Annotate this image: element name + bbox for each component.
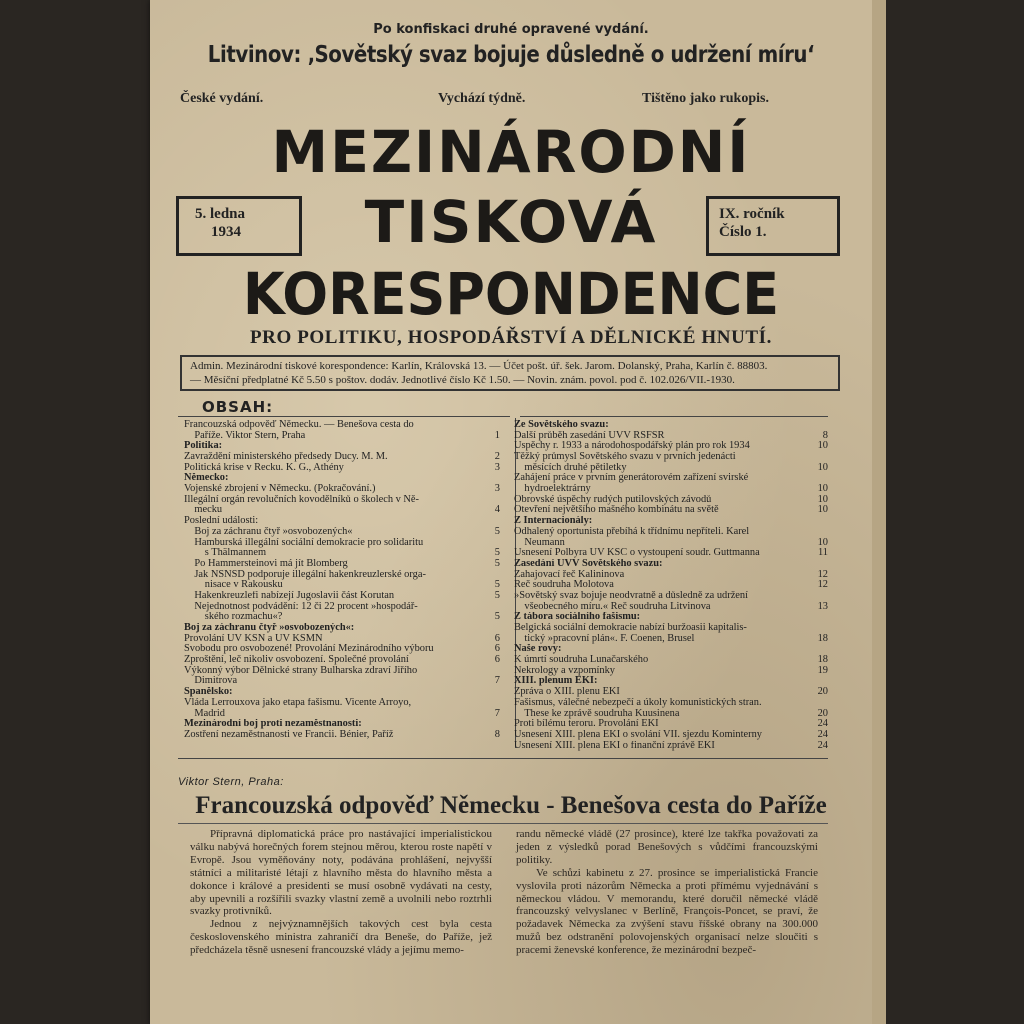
toc-page-number: 18 — [817, 632, 828, 644]
toc-entry-text: Odhalený oportunista přebíhá k třídnímu nepříteli. Karel — [514, 526, 750, 537]
toc-entry-text: Boj za záchranu čtyř »osvobozených« — [184, 526, 353, 537]
toc-page-number: 3 — [494, 483, 500, 495]
toc-page-number: 4 — [494, 504, 500, 516]
toc-entry — [514, 570, 828, 581]
toc-entry — [184, 495, 500, 506]
toc-entry — [184, 730, 500, 741]
toc-entry — [514, 506, 828, 517]
toc-entry — [514, 527, 828, 538]
toc-entry — [184, 677, 500, 688]
toc-entry-text: Další průběh zasedání ÚVV RSFSR — [514, 430, 665, 441]
toc-entry-text: Zproštění, leč nikoliv osvobození. Společné provolání — [184, 655, 409, 666]
toc-entry-text: Zasedání ÚVV Sovětského svazu: — [514, 558, 663, 569]
volume-line1: IX. ročník — [719, 206, 785, 222]
toc-entry — [514, 591, 828, 602]
toc-entry-text: Belgická sociální demokracie nabízí buržoasii kapitalis- — [514, 623, 747, 634]
toc-entry-text: Řeč soudruha Molotova — [514, 580, 614, 591]
toc-entry-text: »Sovětský svaz bojuje neodvratně a důsledně za udržení — [514, 590, 749, 601]
toc-page-number: 10 — [817, 493, 828, 505]
toc-entry-text: mecku — [184, 505, 223, 516]
toc-entry — [514, 687, 828, 698]
toc-entry-text: Provolání ÚV KSN a ÚV KSMN — [184, 633, 323, 644]
toc-entry-text: Proti bílému teroru. Provolání EKI — [514, 719, 659, 730]
toc-bottom-rule — [178, 758, 828, 759]
toc-entry — [514, 431, 828, 442]
toc-page-number: 2 — [494, 451, 500, 463]
toc-page-number: 6 — [494, 632, 500, 644]
toc-entry — [514, 741, 828, 752]
toc-section-heading — [514, 612, 828, 623]
toc-section-heading — [184, 623, 500, 634]
toc-page-number: 5 — [494, 525, 500, 537]
toc-title: OBSAH: — [202, 398, 274, 416]
toc-page-number: 11 — [817, 547, 828, 559]
toc-entry-text: Naše rovy: — [514, 644, 562, 655]
edition-label: České vydání. — [180, 91, 264, 106]
toc-entry-text: Z Internacionály: — [514, 516, 593, 527]
toc-section-heading — [514, 559, 828, 570]
toc-entry — [184, 548, 500, 559]
frequency-label: Vychází týdně. — [438, 91, 526, 106]
toc-entry — [184, 484, 500, 495]
toc-entry-text: Otevření největšího mašného kombinátu na světě — [514, 505, 719, 516]
toc-entry-text: Německo: — [184, 473, 229, 484]
date-line2: 1934 — [211, 224, 241, 240]
toc-entry — [184, 698, 500, 709]
toc-entry-text: Těžký průmysl Sovětského svazu v prvních jedenácti — [514, 452, 736, 463]
toc-page-number: 10 — [817, 483, 828, 495]
article-paragraph: Ve schůzi kabinetu z 27. prosince se imperialistická Francie vyslovila proti názorům Německa a proti přímému vyjednávání s německou vládou. V memorandu, které doručil německé vládě francouzský velvyslanec v Berlíně, François-Poncet, se praví, že požadavek Německa za zvýšení stavu říšské obrany na 300.000 mužů bez odstranění polovojenských organisací nelze sloučiti s pracemi ženevské konference, že mezinárodní bezpeč- — [516, 866, 818, 957]
toc-entry-text: Zahájení práce v prvním generátorovém zařízení svirské — [514, 473, 749, 484]
toc-entry — [184, 538, 500, 549]
toc-entry-text: nisace v Rakousku — [184, 580, 283, 591]
toc-entry — [184, 666, 500, 677]
toc-entry-text: Vojenské zbrojení v Německu. (Pokračování.) — [184, 484, 376, 495]
toc-entry-text: Politická krise v Řecku. K. G., Athény — [184, 462, 344, 473]
date-line1: 5. ledna — [195, 206, 246, 222]
toc-page-number: 20 — [817, 707, 828, 719]
toc-entry-text: Francouzská odpověď Německu. — Benešova cesta do — [184, 419, 414, 430]
toc-page-number: 10 — [817, 461, 828, 473]
toc-entry-text: Usnesení XIII. plena EKI o finanční zprávě EKI — [514, 740, 715, 751]
top-headline: Litvinov: ‚Sovětský svaz bojuje důsledně o udržení míru‘ — [207, 42, 815, 68]
toc-entry — [184, 431, 500, 442]
toc-entry-text: všeobecného míru.« Řeč soudruha Litvinova — [514, 601, 711, 612]
page-edge — [872, 0, 886, 1024]
volume-box — [706, 196, 840, 256]
confiscation-note: Po konfiskaci druhé opravené vydání. — [373, 22, 649, 37]
toc-entry-text: Nejednotnost podvádění: 12 či 22 procent »hospodář- — [184, 601, 418, 612]
subtitle: PRO POLITIKU, HOSPODÁŘSTVÍ A DĚLNICKÉ HNUTÍ. — [249, 327, 773, 348]
toc-page-number: 5 — [494, 589, 500, 601]
admin-box — [180, 355, 840, 391]
toc-page-number: 3 — [494, 461, 500, 473]
toc-entry — [184, 602, 500, 613]
toc-entry-text: Zavraždění ministerského předsedy Ducy. M. M. — [184, 452, 388, 463]
toc-entry-text: Mezinárodní boj proti nezaměstnanosti: — [184, 719, 362, 730]
toc-section-heading — [514, 677, 828, 688]
toc-entry-text: Španělsko: — [184, 687, 233, 698]
article-title-rule — [178, 823, 828, 824]
toc-section-heading — [514, 516, 828, 527]
toc-page-number: 19 — [817, 664, 828, 676]
toc-entry — [184, 644, 500, 655]
toc-entry-text: Poslední události: — [184, 516, 259, 527]
toc-right-column — [514, 420, 828, 751]
toc-entry — [184, 420, 500, 431]
toc-entry — [514, 634, 828, 645]
toc-section-heading — [184, 441, 500, 452]
toc-page-number: 20 — [817, 686, 828, 698]
toc-entry — [184, 655, 500, 666]
toc-entry-text: Boj za záchranu čtyř »osvobozených«: — [184, 623, 355, 634]
toc-page-number: 12 — [817, 579, 828, 591]
volume-line2: Číslo 1. — [719, 224, 767, 240]
toc-entry — [184, 452, 500, 463]
admin-line2: — Měsíční předplatné Kč 5.50 s poštov. dodáv. Jednotlivé číslo Kč 1.50. — Novin. znám. povol. pod č. 102.026/VII.-1930. — [190, 374, 735, 386]
toc-entry — [514, 484, 828, 495]
toc-page-number: 7 — [494, 675, 500, 687]
toc-page-number: 12 — [817, 568, 828, 580]
toc-entry — [514, 602, 828, 613]
toc-entry-text: Svobodu pro osvobozené! Provolání Mezinárodního výboru — [184, 644, 434, 655]
toc-entry-text: Jak NSNSD podporuje illegální hakenkreuzlerské orga- — [184, 569, 426, 580]
toc-entry — [514, 698, 828, 709]
toc-entry-text: Ze Sovětského svazu: — [514, 419, 609, 430]
date-box — [176, 196, 302, 256]
toc-entry-text: Obrovské úspěchy rudých putilovských závodů — [514, 494, 712, 505]
toc-entry — [184, 559, 500, 570]
toc-entry — [514, 655, 828, 666]
toc-entry — [514, 495, 828, 506]
toc-page-number: 13 — [817, 600, 828, 612]
toc-page-number: 1 — [494, 429, 500, 441]
toc-entry-text: K úmrtí soudruha Lunačarského — [514, 655, 649, 666]
toc-page-number: 8 — [822, 429, 828, 441]
toc-entry-text: Vláda Lerrouxova jako etapa fašismu. Vicente Arroyo, — [184, 697, 412, 708]
toc-entry — [514, 473, 828, 484]
toc-page-number: 6 — [494, 643, 500, 655]
article-title: Francouzská odpověď Německu - Benešova cesta do Paříže — [195, 792, 827, 819]
toc-rule-right — [520, 416, 828, 417]
print-note: Tištěno jako rukopis. — [642, 91, 769, 106]
masthead-line3: KORESPONDENCE — [242, 260, 780, 328]
toc-entry-text: Usnesení XIII. plena EKI o svolání VII. sjezdu Kominterny — [514, 729, 762, 740]
toc-entry — [184, 580, 500, 591]
toc-section-heading — [184, 719, 500, 730]
toc-page-number: 24 — [817, 739, 828, 751]
toc-entry — [184, 709, 500, 720]
toc-entry — [184, 634, 500, 645]
toc-entry-text: hydroelektrárny — [514, 484, 591, 495]
toc-entry-text: Dimitrova — [184, 676, 238, 687]
masthead-line1: MEZINÁRODNÍ — [271, 118, 751, 186]
toc-entry-text: Úspěchy r. 1933 a národohospodářský plán pro rok 1934 — [514, 441, 750, 452]
toc-page-number: 8 — [494, 728, 500, 740]
toc-entry — [184, 516, 500, 527]
toc-entry — [514, 452, 828, 463]
toc-entry — [514, 463, 828, 474]
toc-entry-text: Usnesení Polbyra ÚV KSČ o vystoupení soudr. Guttmanna — [514, 548, 760, 559]
admin-line1: Admin. Mezinárodní tiskové korespondence: Karlín, Královská 13. — Účet pošt. úř. šek. Jarom. Dolanský, Praha, Karlín č. 88803. — [190, 360, 768, 372]
toc-entry-text: Politika: — [184, 441, 223, 452]
toc-page-number: 18 — [817, 654, 828, 666]
toc-entry — [514, 441, 828, 452]
toc-entry-text: Neumann — [514, 537, 565, 548]
toc-entry — [184, 591, 500, 602]
toc-entry-text: Zpráva o XIII. plenu EKI — [514, 687, 620, 698]
toc-page-number: 24 — [817, 718, 828, 730]
toc-left-column — [184, 420, 500, 741]
toc-entry-text: Paříže. Viktor Stern, Praha — [184, 430, 306, 441]
toc-entry — [514, 666, 828, 677]
toc-entry-text: These ke zprávě soudruha Kuusinena — [514, 708, 680, 719]
toc-rule-left — [178, 416, 510, 417]
toc-entry — [184, 463, 500, 474]
toc-entry — [184, 612, 500, 623]
toc-page-number: 5 — [494, 557, 500, 569]
toc-page-number: 10 — [817, 536, 828, 548]
toc-entry-text: Fašismus, válečné nebezpečí a úkoly komunistických stran. — [514, 697, 762, 708]
toc-entry-text: Hamburská illegální sociální demokracie pro solidaritu — [184, 537, 424, 548]
toc-entry-text: Z tábora sociálního fašismu: — [514, 612, 641, 623]
toc-entry — [184, 527, 500, 538]
toc-page-number: 5 — [494, 547, 500, 559]
toc-section-heading — [514, 644, 828, 655]
toc-entry-text: Nekrology a vzpomínky — [514, 665, 615, 676]
toc-entry — [514, 548, 828, 559]
toc-entry-text: Madrid — [184, 708, 225, 719]
toc-entry-text: Hakenkreuzlefi nabízejí Jugoslavii část Korutan — [184, 590, 395, 601]
toc-section-heading — [184, 473, 500, 484]
toc-entry-text: měsících druhé pětiletky — [514, 462, 627, 473]
article-byline: Viktor Stern, Praha: — [178, 776, 284, 788]
newspaper-page — [150, 0, 872, 1024]
toc-entry-text: Výkonný výbor Dělnické strany Bulharska zdraví Jiřího — [184, 665, 418, 676]
article-paragraph: Jednou z nejvýznamnějších takových cest byla cesta československého ministra zahraničí dra Beneše, do Paříže, jež předcházela těsně usnesení francouzské vlády a jejímu memo- — [190, 918, 492, 957]
toc-entry — [514, 709, 828, 720]
toc-entry-text: s Thälmannem — [184, 548, 267, 559]
toc-entry — [514, 623, 828, 634]
toc-entry-text: XIII. plenum EKI: — [514, 676, 598, 687]
toc-page-number: 10 — [817, 440, 828, 452]
toc-entry-text: Zahajovací řeč Kalininova — [514, 569, 625, 580]
article-column-left — [190, 828, 492, 957]
toc-section-heading — [184, 687, 500, 698]
toc-page-number: 6 — [494, 654, 500, 666]
article-column-right — [516, 828, 818, 957]
toc-entry-text: Po Hammersteinovi má jít Blomberg — [184, 558, 348, 569]
toc-entry — [184, 570, 500, 581]
toc-entry-text: Illegální orgán revolučních kovodělníků o školech v Ně- — [184, 494, 419, 505]
masthead-line2: TISKOVÁ — [364, 188, 658, 256]
toc-entry — [514, 580, 828, 591]
toc-page-number: 7 — [494, 707, 500, 719]
toc-section-heading — [514, 420, 828, 431]
toc-page-number: 5 — [494, 611, 500, 623]
article-paragraph: Přípravná diplomatická práce pro nastávající imperialistickou válku nabývá horečných forem stejnou měrou, kterou roste napětí v Evropě. Jsou vyměňovány noty, podávána prohlášení, nejvyšší státníci a militaristé létají z hlavního města do hlavního města a dokonce i králové a presidenti se musí osobně vydávati na cesty, aby upevnili a rozšířili svazky vlastní země a uvolnili nebo roztrhli svazky protivníků. — [190, 828, 492, 918]
toc-entry-text: Zostření nezaměstnanosti ve Francii. Bénier, Paříž — [184, 729, 394, 740]
toc-entry — [184, 506, 500, 517]
toc-page-number: 10 — [817, 504, 828, 516]
toc-entry — [514, 538, 828, 549]
toc-entry — [514, 719, 828, 730]
toc-entry — [514, 730, 828, 741]
toc-page-number: 24 — [817, 728, 828, 740]
article-paragraph: randu německé vládě (27 prosince), které lze takřka považovati za jeden z výsledků porad Benešových s vůdčími francouzskými politiky. — [516, 828, 818, 866]
toc-entry-text: tický »pracovní plán«. F. Coenen, Brusel — [514, 633, 695, 644]
toc-entry-text: ského rozmachu«? — [184, 612, 283, 623]
toc-page-number: 5 — [494, 579, 500, 591]
